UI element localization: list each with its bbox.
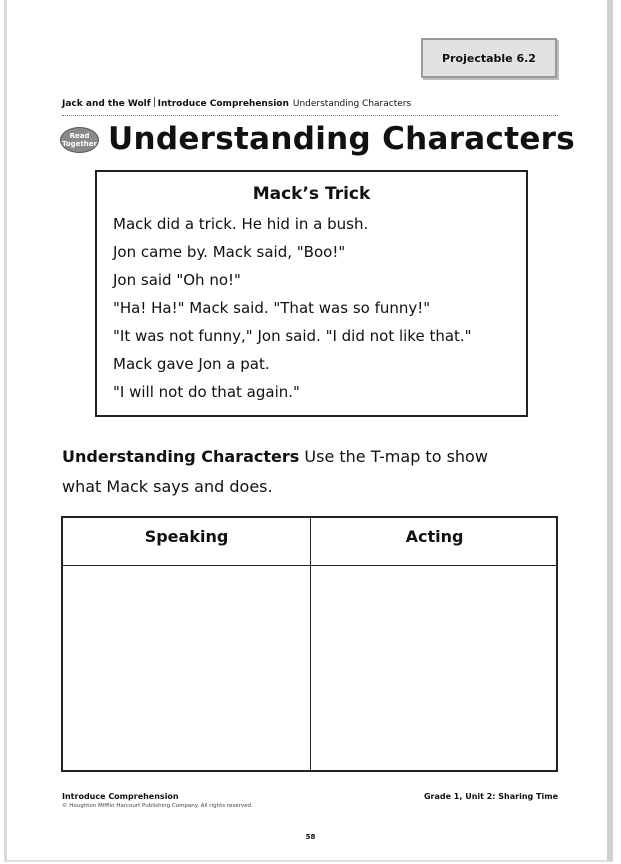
instruction-prompt bbox=[62, 442, 532, 502]
breadcrumb bbox=[62, 97, 558, 116]
t-map bbox=[61, 516, 558, 772]
badge-line-1: Read bbox=[69, 132, 90, 140]
breadcrumb-divider bbox=[154, 97, 155, 107]
badge-line-2: Together bbox=[62, 140, 97, 148]
page-number: 58 bbox=[305, 833, 316, 841]
breadcrumb-topic: Understanding Characters bbox=[292, 99, 412, 109]
footer-grade-unit: Grade 1, Unit 2: Sharing Time bbox=[423, 792, 558, 801]
story-line: Mack did a trick. He hid in a bush. bbox=[113, 215, 369, 233]
story-line: Jon came by. Mack said, "Boo!" bbox=[113, 243, 346, 261]
story-line: "I will not do that again." bbox=[113, 383, 300, 401]
acting-header: Acting bbox=[405, 527, 464, 546]
story-line: Jon said "Oh no!" bbox=[113, 271, 241, 289]
story-line: "Ha! Ha!" Mack said. "That was so funny!" bbox=[113, 299, 431, 317]
story-line: Mack gave Jon a pat. bbox=[113, 355, 270, 373]
acting-answer-area[interactable] bbox=[311, 566, 558, 770]
page-title: Understanding Characters bbox=[108, 121, 575, 157]
breadcrumb-section: Introduce Comprehension bbox=[157, 99, 289, 109]
read-together-badge-icon bbox=[60, 127, 99, 153]
story-box bbox=[95, 170, 528, 417]
speaking-header: Speaking bbox=[144, 527, 229, 546]
breadcrumb-story: Jack and the Wolf bbox=[62, 99, 151, 109]
footer-copyright: © Houghton Mifflin Harcourt Publishing Company. All rights reserved. bbox=[62, 803, 253, 809]
prompt-text: Use the T-map to show what Mack says and does. bbox=[62, 447, 488, 496]
story-title: Mack’s Trick bbox=[252, 184, 371, 204]
footer-section: Introduce Comprehension bbox=[62, 792, 179, 801]
projectable-label: Projectable 6.2 bbox=[421, 38, 557, 78]
prompt-label: Understanding Characters bbox=[62, 447, 300, 466]
story-line: "It was not funny," Jon said. "I did not like that." bbox=[113, 327, 472, 345]
speaking-answer-area[interactable] bbox=[63, 566, 310, 770]
